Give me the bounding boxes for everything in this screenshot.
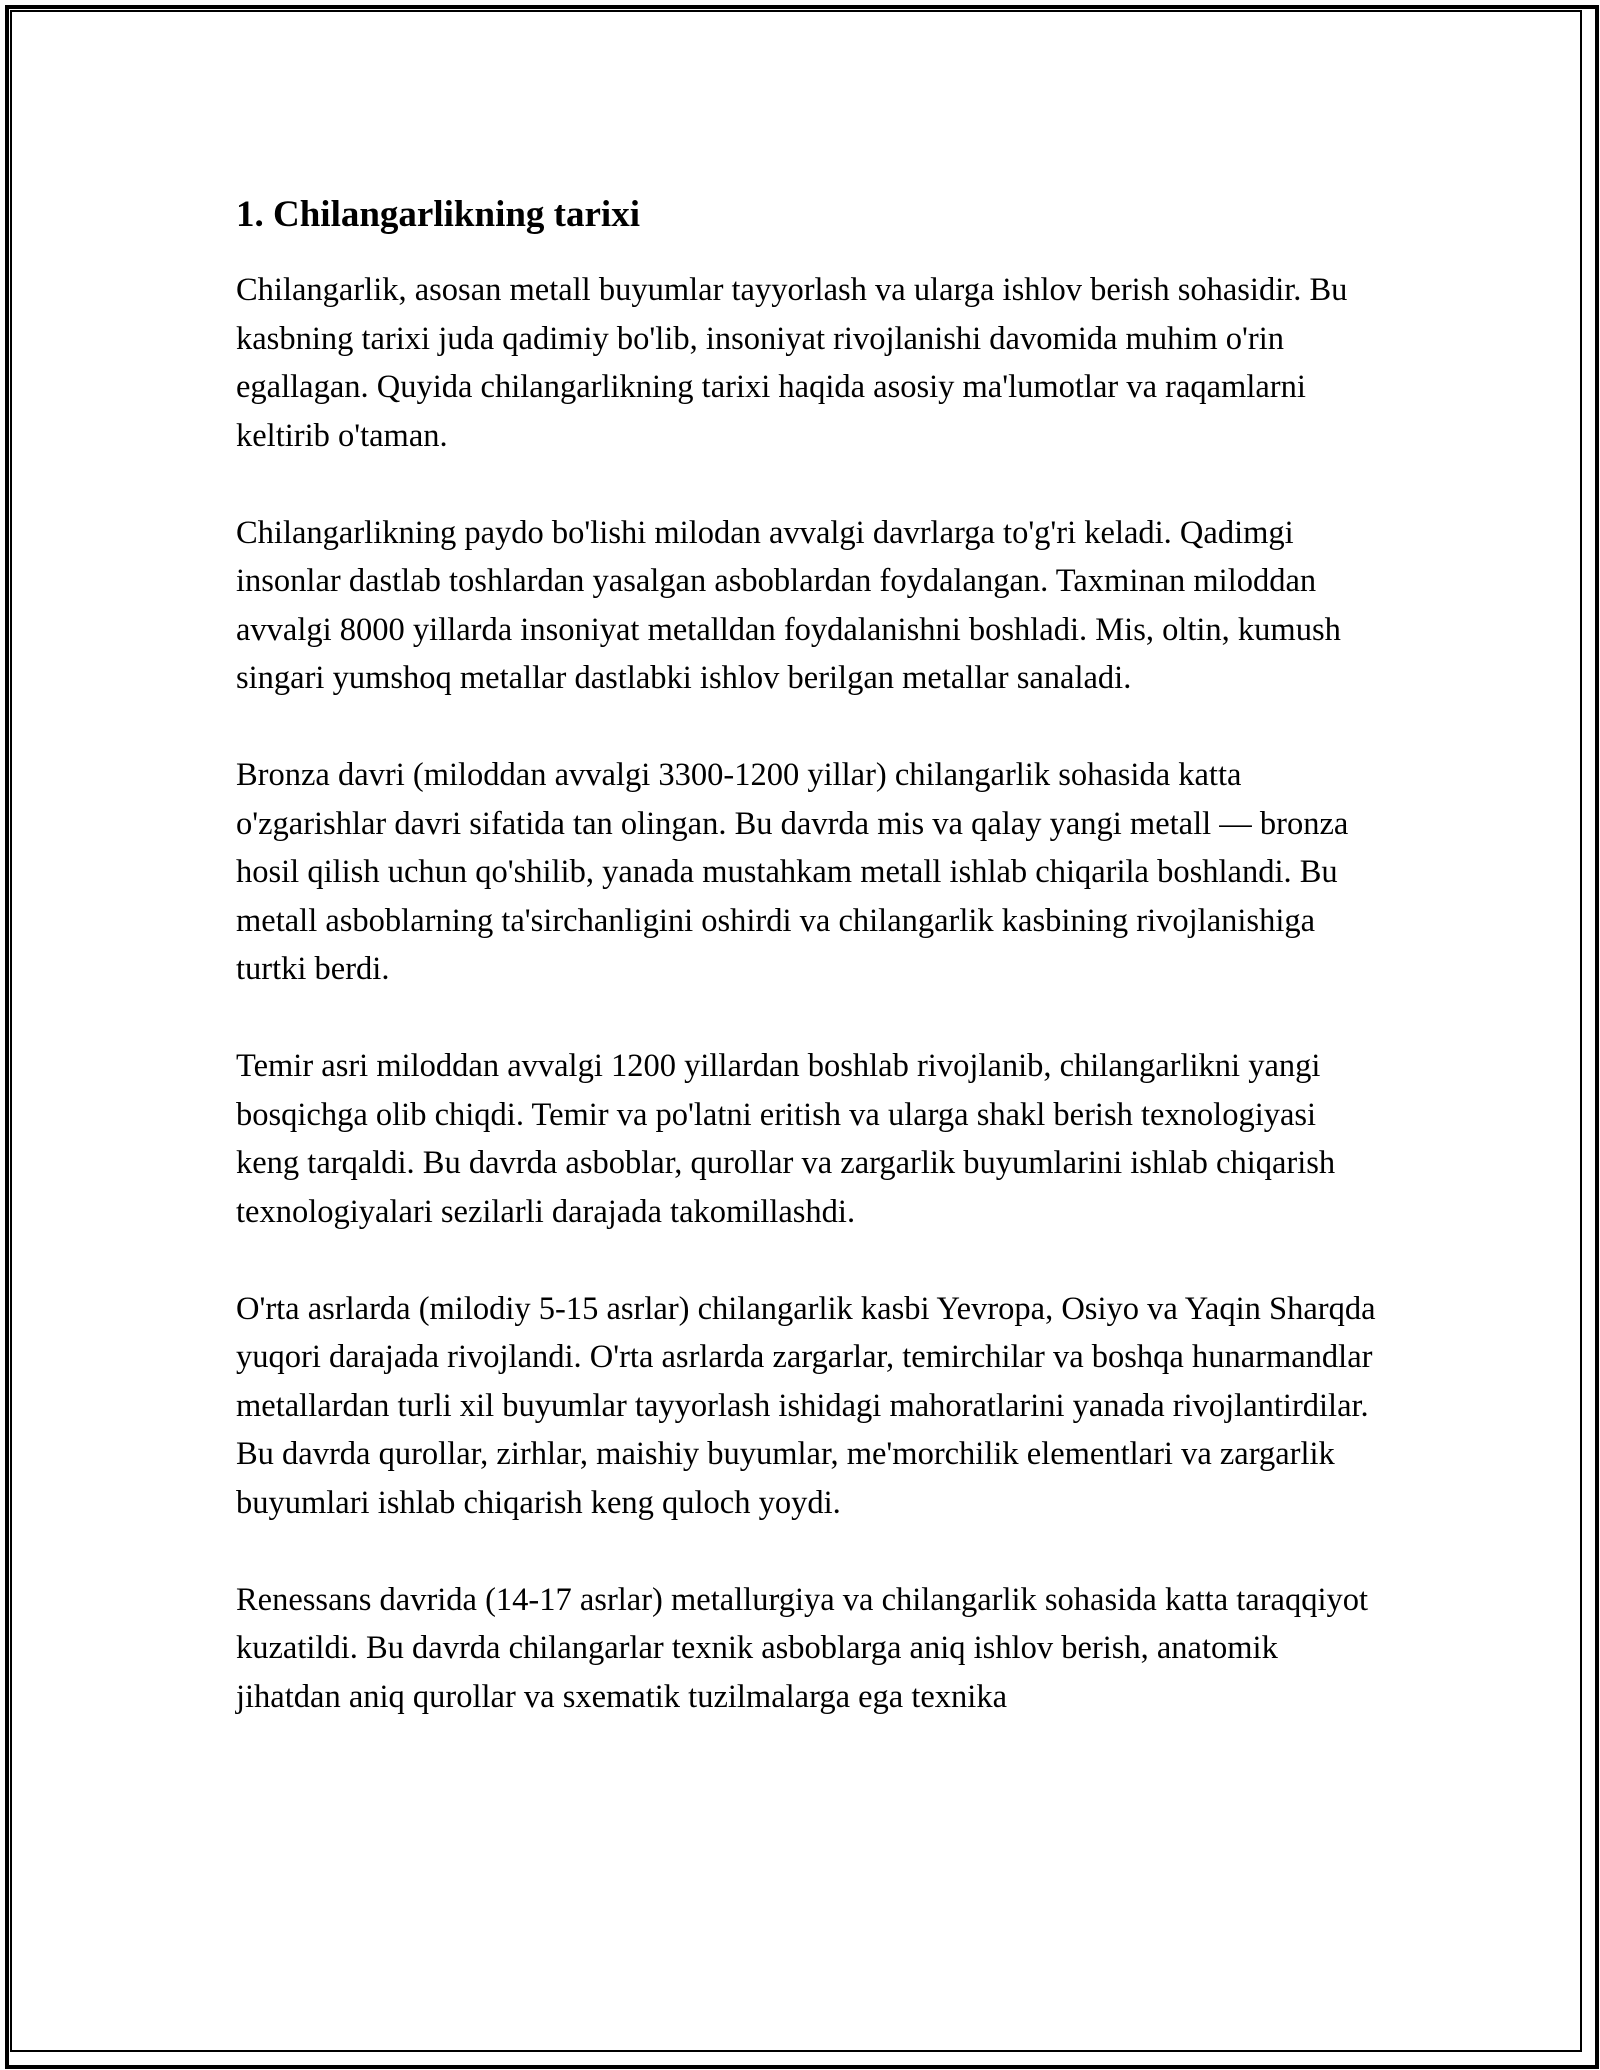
- document-body: [236, 190, 1386, 1770]
- paragraph-bronze-age: Bronza davri (miloddan avvalgi 3300-1200 yillar) chilangarlik sohasida katta o'zgarishlar davri sifatida tan olingan. Bu davrda mis va qalay yangi metall — bronza hosil qilish uchun qo'shilib, yanada mustahkam metall ishlab chiqarila boshlandi. Bu metall asboblarning ta'sirchanligini oshirdi va chilangarlik kasbining rivojlanishiga turtki berdi.: [236, 757, 1349, 987]
- paragraph-renaissance: Renessans davrida (14-17 asrlar) metallurgiya va chilangarlik sohasida katta taraqqiyot kuzatildi. Bu davrda chilangarlar texnik asboblarga aniq ishlov berish, anatomik jihatdan aniq qurollar va sxematik tuzilmalarga ega texnika: [236, 1581, 1369, 1715]
- section-heading: 1. Chilangarlikning tarixi: [236, 194, 640, 235]
- paragraph-middle-ages: O'rta asrlarda (milodiy 5-15 asrlar) chilangarlik kasbi Yevropa, Osiyo va Yaqin Sharqda yuqori darajada rivojlandi. O'rta asrlarda zargarlar, temirchilar va boshqa hunarmandlar metallardan turli xil buyumlar tayyorlash ishidagi mahoratlarini yanada rivojlantirdilar. Bu davrda qurollar, zirhlar, maishiy buyumlar, me'morchilik elementlari va zargarlik buyumlari ishlab chiqarish keng quloch yoydi.: [236, 1290, 1376, 1521]
- paragraph-intro: Chilangarlik, asosan metall buyumlar tayyorlash va ularga ishlov berish sohasidir. Bu kasbning tarixi juda qadimiy bo'lib, insoniyat rivojlanishi davomida muhim o'rin egallagan. Quyida chilangarlikning tarixi haqida asosiy ma'lumotlar va raqamlarni keltirib o'taman.: [236, 272, 1348, 454]
- paragraph-iron-age: Temir asri miloddan avvalgi 1200 yillardan boshlab rivojlanib, chilangarlikni yangi bosqichga olib chiqdi. Temir va po'latni eritish va ularga shakl berish texnologiyasi keng tarqaldi. Bu davrda asboblar, qurollar va zargarlik buyumlarini ishlab chiqarish texnologiyalari sezilarli darajada takomillashdi.: [236, 1048, 1336, 1230]
- paragraph-origins: Chilangarlikning paydo bo'lishi milodan avvalgi davrlarga to'g'ri keladi. Qadimgi insonlar dastlab toshlardan yasalgan asboblardan foydalangan. Taxminan miloddan avvalgi 8000 yillarda insoniyat metalldan foydalanishni boshladi. Mis, oltin, kumush singari yumshoq metallar dastlabki ishlov berilgan metallar sanaladi.: [236, 514, 1341, 696]
